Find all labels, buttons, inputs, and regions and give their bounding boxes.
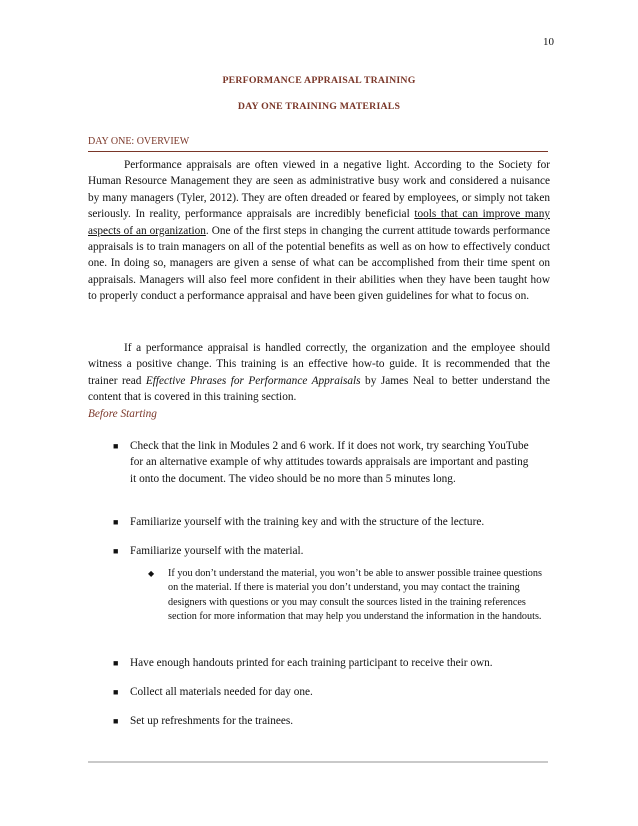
document-title: PERFORMANCE APPRAISAL TRAINING	[222, 75, 416, 86]
checklist-item-text: Set up refreshments for the trainees.	[130, 715, 294, 727]
sub-checklist-item-text: If you don’t understand the material, you won’t be able to answer possible trainee questions on the material. If there is material you don’t understand, you may contact the training designers with questions or you may consult the sources listed in the training references section for more information that may help you understand the information in the handouts.	[168, 568, 542, 622]
overview-text-part2: . One of the first steps in changing the current attitude towards performance appraisals is to train managers on all of the potential benefits as well as on how to effectively conduct one. In doing so, managers are given a sense of what can be accomplished from their time spent on appraisals. Managers will also feel more confident in their abilities when they have been taught how to properly conduct a performance appraisal and have been given guidelines for what to focus on.	[88, 224, 550, 303]
square-bullet-icon: ■	[113, 517, 119, 527]
square-bullet-icon: ■	[113, 687, 119, 697]
footer-divider	[88, 761, 548, 763]
document-subtitle: DAY ONE TRAINING MATERIALS	[237, 101, 401, 112]
underlined-phrase: tools that can improve many aspects of an organization	[88, 208, 550, 237]
checklist-item-text: Familiarize yourself with the material.	[130, 545, 304, 557]
checklist-item	[113, 713, 533, 729]
checklist-item-text: Familiarize yourself with the training key and with the structure of the lecture.	[130, 516, 485, 528]
guide-text-part1: If a performance appraisal is handled correctly, the organization and the employee should witness a positive change. This training is an effective how-to guide. It is recommended that the trainer read	[88, 342, 550, 387]
checklist-item	[113, 438, 533, 487]
guide-text-part2: by James Neal to better understand the content that is covered in this training section.	[88, 374, 550, 404]
square-bullet-icon: ■	[113, 546, 119, 556]
checklist-item-text: Have enough handouts printed for each training participant to receive their own.	[130, 657, 493, 669]
square-bullet-icon: ■	[113, 441, 119, 451]
checklist-item-text: Collect all materials needed for day one.	[130, 686, 313, 698]
checklist-item	[113, 684, 533, 700]
square-bullet-icon: ■	[113, 716, 119, 726]
checklist-item	[113, 514, 533, 530]
diamond-bullet-icon: ◆	[148, 569, 155, 578]
checklist-item-text: Check that the link in Modules 2 and 6 work. If it does not work, try searching YouTube for an alternative example of why attitudes towards appraisals are important and pasting it onto the document. The video should be no more than 5 minutes long.	[130, 440, 529, 485]
guide-paragraph	[88, 340, 550, 406]
book-title: Effective Phrases for Performance Appraisals	[145, 374, 361, 387]
overview-text-part1: Performance appraisals are often viewed in a negative light. According to the Society for Human Resource Management they are seen as administrative busy work and considered a nuisance by many managers (Tyler, 2012). They are often dreaded or feared by employees, or simply not taken seriously. In reality, performance appraisals are incredibly beneficial	[88, 159, 550, 221]
overview-paragraph	[88, 157, 550, 305]
square-bullet-icon: ■	[113, 658, 119, 668]
before-starting-heading: Before Starting	[88, 408, 157, 420]
page-number: 10	[543, 36, 554, 48]
sub-checklist-item	[148, 567, 548, 624]
checklist-item	[113, 655, 533, 671]
checklist-item	[113, 543, 533, 559]
section-divider	[88, 151, 548, 152]
section-heading: DAY ONE: OVERVIEW	[88, 136, 190, 147]
